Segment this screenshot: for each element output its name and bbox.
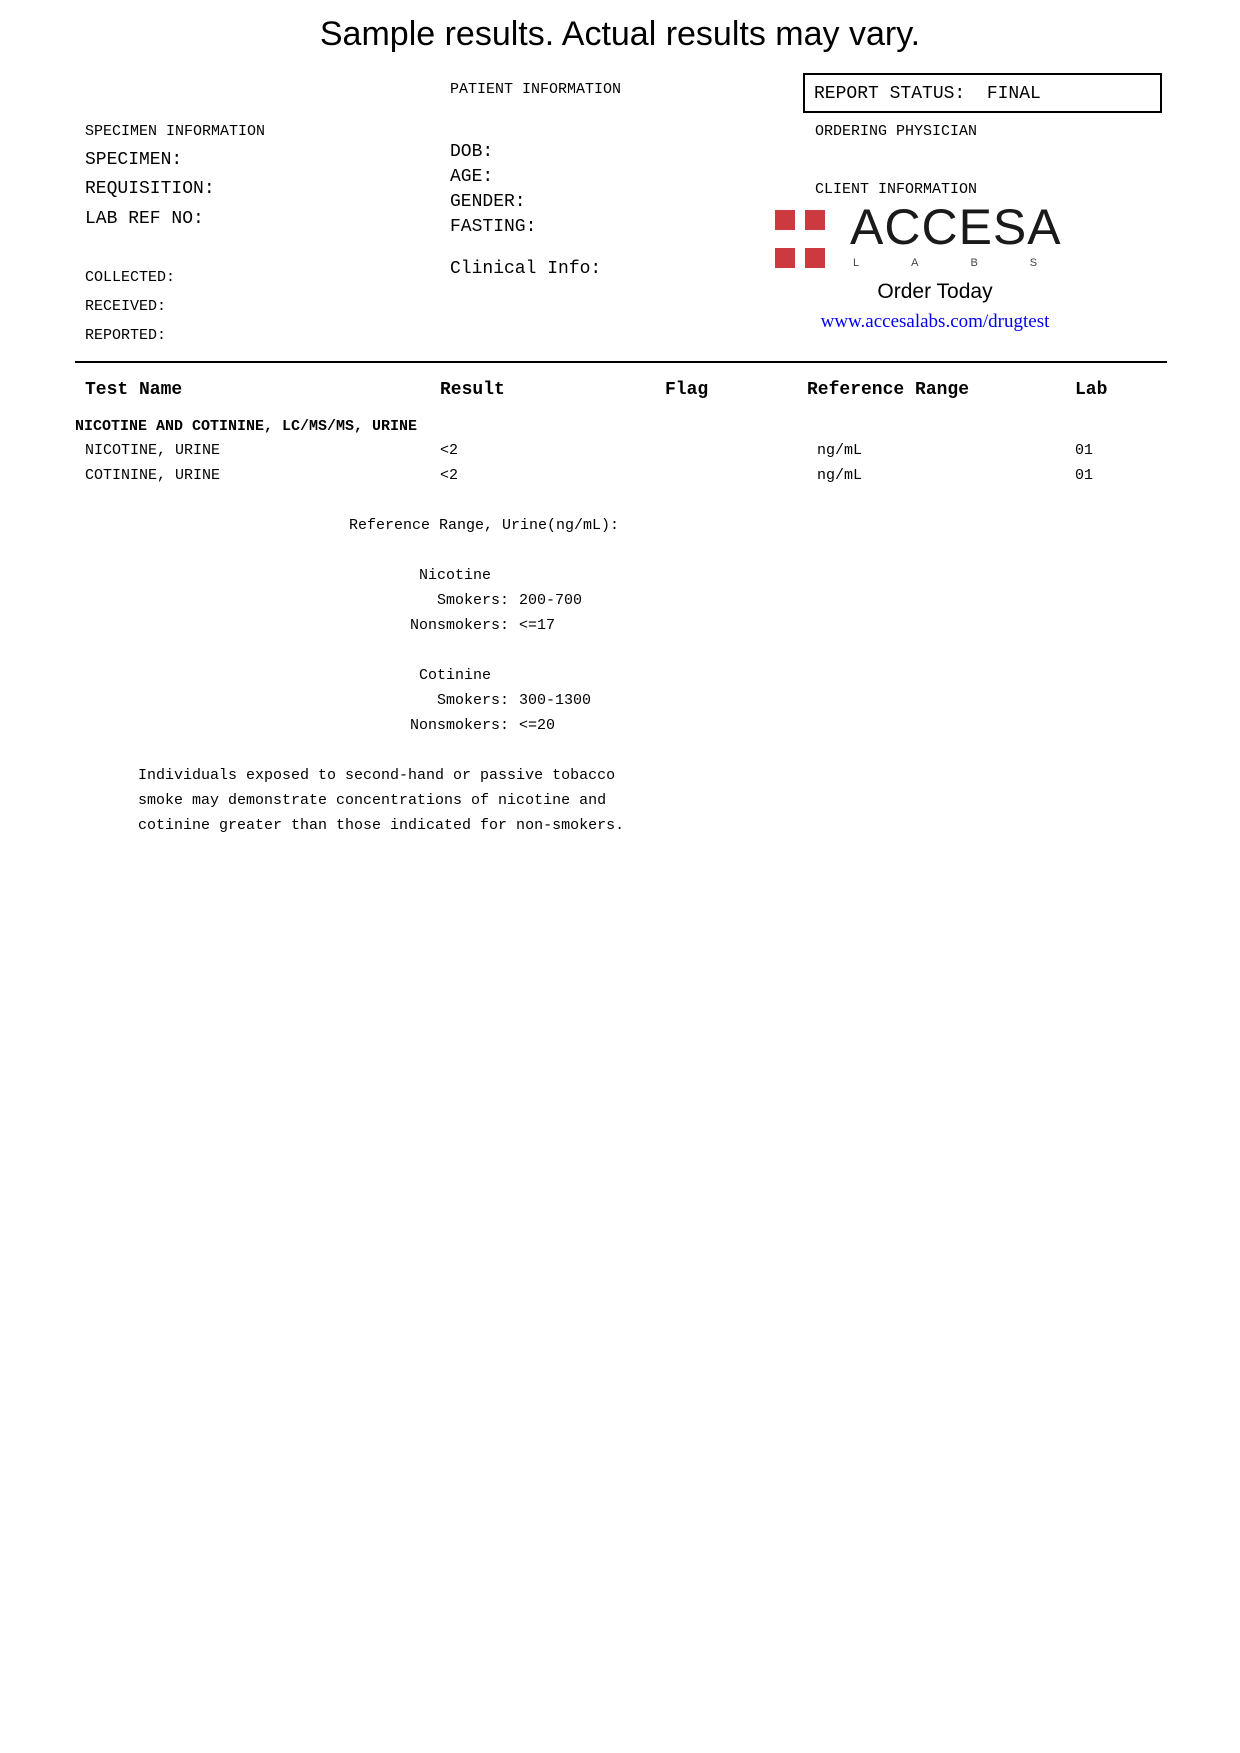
col-header-test-name: Test Name	[85, 380, 183, 400]
row-1-reference-range: ng/mL	[817, 442, 863, 459]
fasting-label: FASTING:	[450, 217, 537, 237]
nicotine-label: Nicotine	[419, 567, 492, 584]
order-today-text: Order Today	[877, 280, 993, 303]
patient-info-title: PATIENT INFORMATION	[450, 81, 622, 98]
logo-square-3	[775, 248, 795, 268]
report-status-text: REPORT STATUS: FINAL	[814, 84, 1041, 104]
specimen-label: SPECIMEN:	[85, 150, 183, 170]
gender-label: GENDER:	[450, 192, 526, 212]
row-2-result: <2	[440, 467, 459, 484]
reported-label: REPORTED:	[85, 327, 167, 344]
ordering-physician-title: ORDERING PHYSICIAN	[815, 123, 978, 140]
report-status-box	[803, 73, 1162, 113]
panel-name: NICOTINE AND COTININE, LC/MS/MS, URINE	[75, 418, 418, 435]
requisition-label: REQUISITION:	[85, 179, 215, 199]
logo-square-4	[805, 248, 825, 268]
row-1-test-name: NICOTINE, URINE	[85, 442, 221, 459]
cotinine-nonsmokers-value: <=20	[519, 717, 556, 734]
nicotine-smokers-label: Smokers:	[436, 592, 509, 609]
nicotine-nonsmokers-label: Nonsmokers:	[409, 617, 509, 634]
received-label: RECEIVED:	[85, 298, 167, 315]
nicotine-smokers-value: 200-700	[519, 592, 583, 609]
clinical-info-label: Clinical Info:	[450, 259, 602, 279]
logo-wordmark: ACCESA	[850, 199, 1062, 255]
col-header-lab: Lab	[1075, 380, 1108, 400]
accesa-labs-logo	[775, 199, 1090, 273]
row-2-reference-range: ng/mL	[817, 467, 863, 484]
note-line-1: Individuals exposed to second-hand or passive tobacco	[138, 767, 616, 784]
note-line-3: cotinine greater than those indicated for non-smokers.	[138, 817, 625, 834]
col-header-result: Result	[440, 380, 505, 400]
drugtest-link[interactable]: www.accesalabs.com/drugtest	[820, 311, 1050, 332]
logo-subtitle: LABS	[853, 257, 1090, 269]
logo-square-2	[805, 210, 825, 230]
row-1-result: <2	[440, 442, 459, 459]
col-header-reference-range: Reference Range	[807, 380, 970, 400]
note-line-2: smoke may demonstrate concentrations of nicotine and	[138, 792, 607, 809]
row-1-lab: 01	[1075, 442, 1094, 459]
age-label: AGE:	[450, 167, 494, 187]
lab-ref-label: LAB REF NO:	[85, 209, 204, 229]
dob-label: DOB:	[450, 142, 494, 162]
row-2-test-name: COTININE, URINE	[85, 467, 221, 484]
specimen-info-title: SPECIMEN INFORMATION	[85, 123, 266, 140]
row-2-lab: 01	[1075, 467, 1094, 484]
sample-disclaimer-banner: Sample results. Actual results may vary.	[319, 15, 921, 53]
collected-label: COLLECTED:	[85, 269, 176, 286]
nicotine-nonsmokers-value: <=17	[519, 617, 556, 634]
reference-range-title: Reference Range, Urine(ng/mL):	[349, 517, 620, 534]
cotinine-smokers-label: Smokers:	[436, 692, 509, 709]
cotinine-nonsmokers-label: Nonsmokers:	[409, 717, 509, 734]
col-header-flag: Flag	[665, 380, 709, 400]
logo-square-1	[775, 210, 795, 230]
header-divider	[75, 361, 1167, 363]
cotinine-label: Cotinine	[419, 667, 492, 684]
client-info-title: CLIENT INFORMATION	[815, 181, 978, 198]
cotinine-smokers-value: 300-1300	[519, 692, 592, 709]
